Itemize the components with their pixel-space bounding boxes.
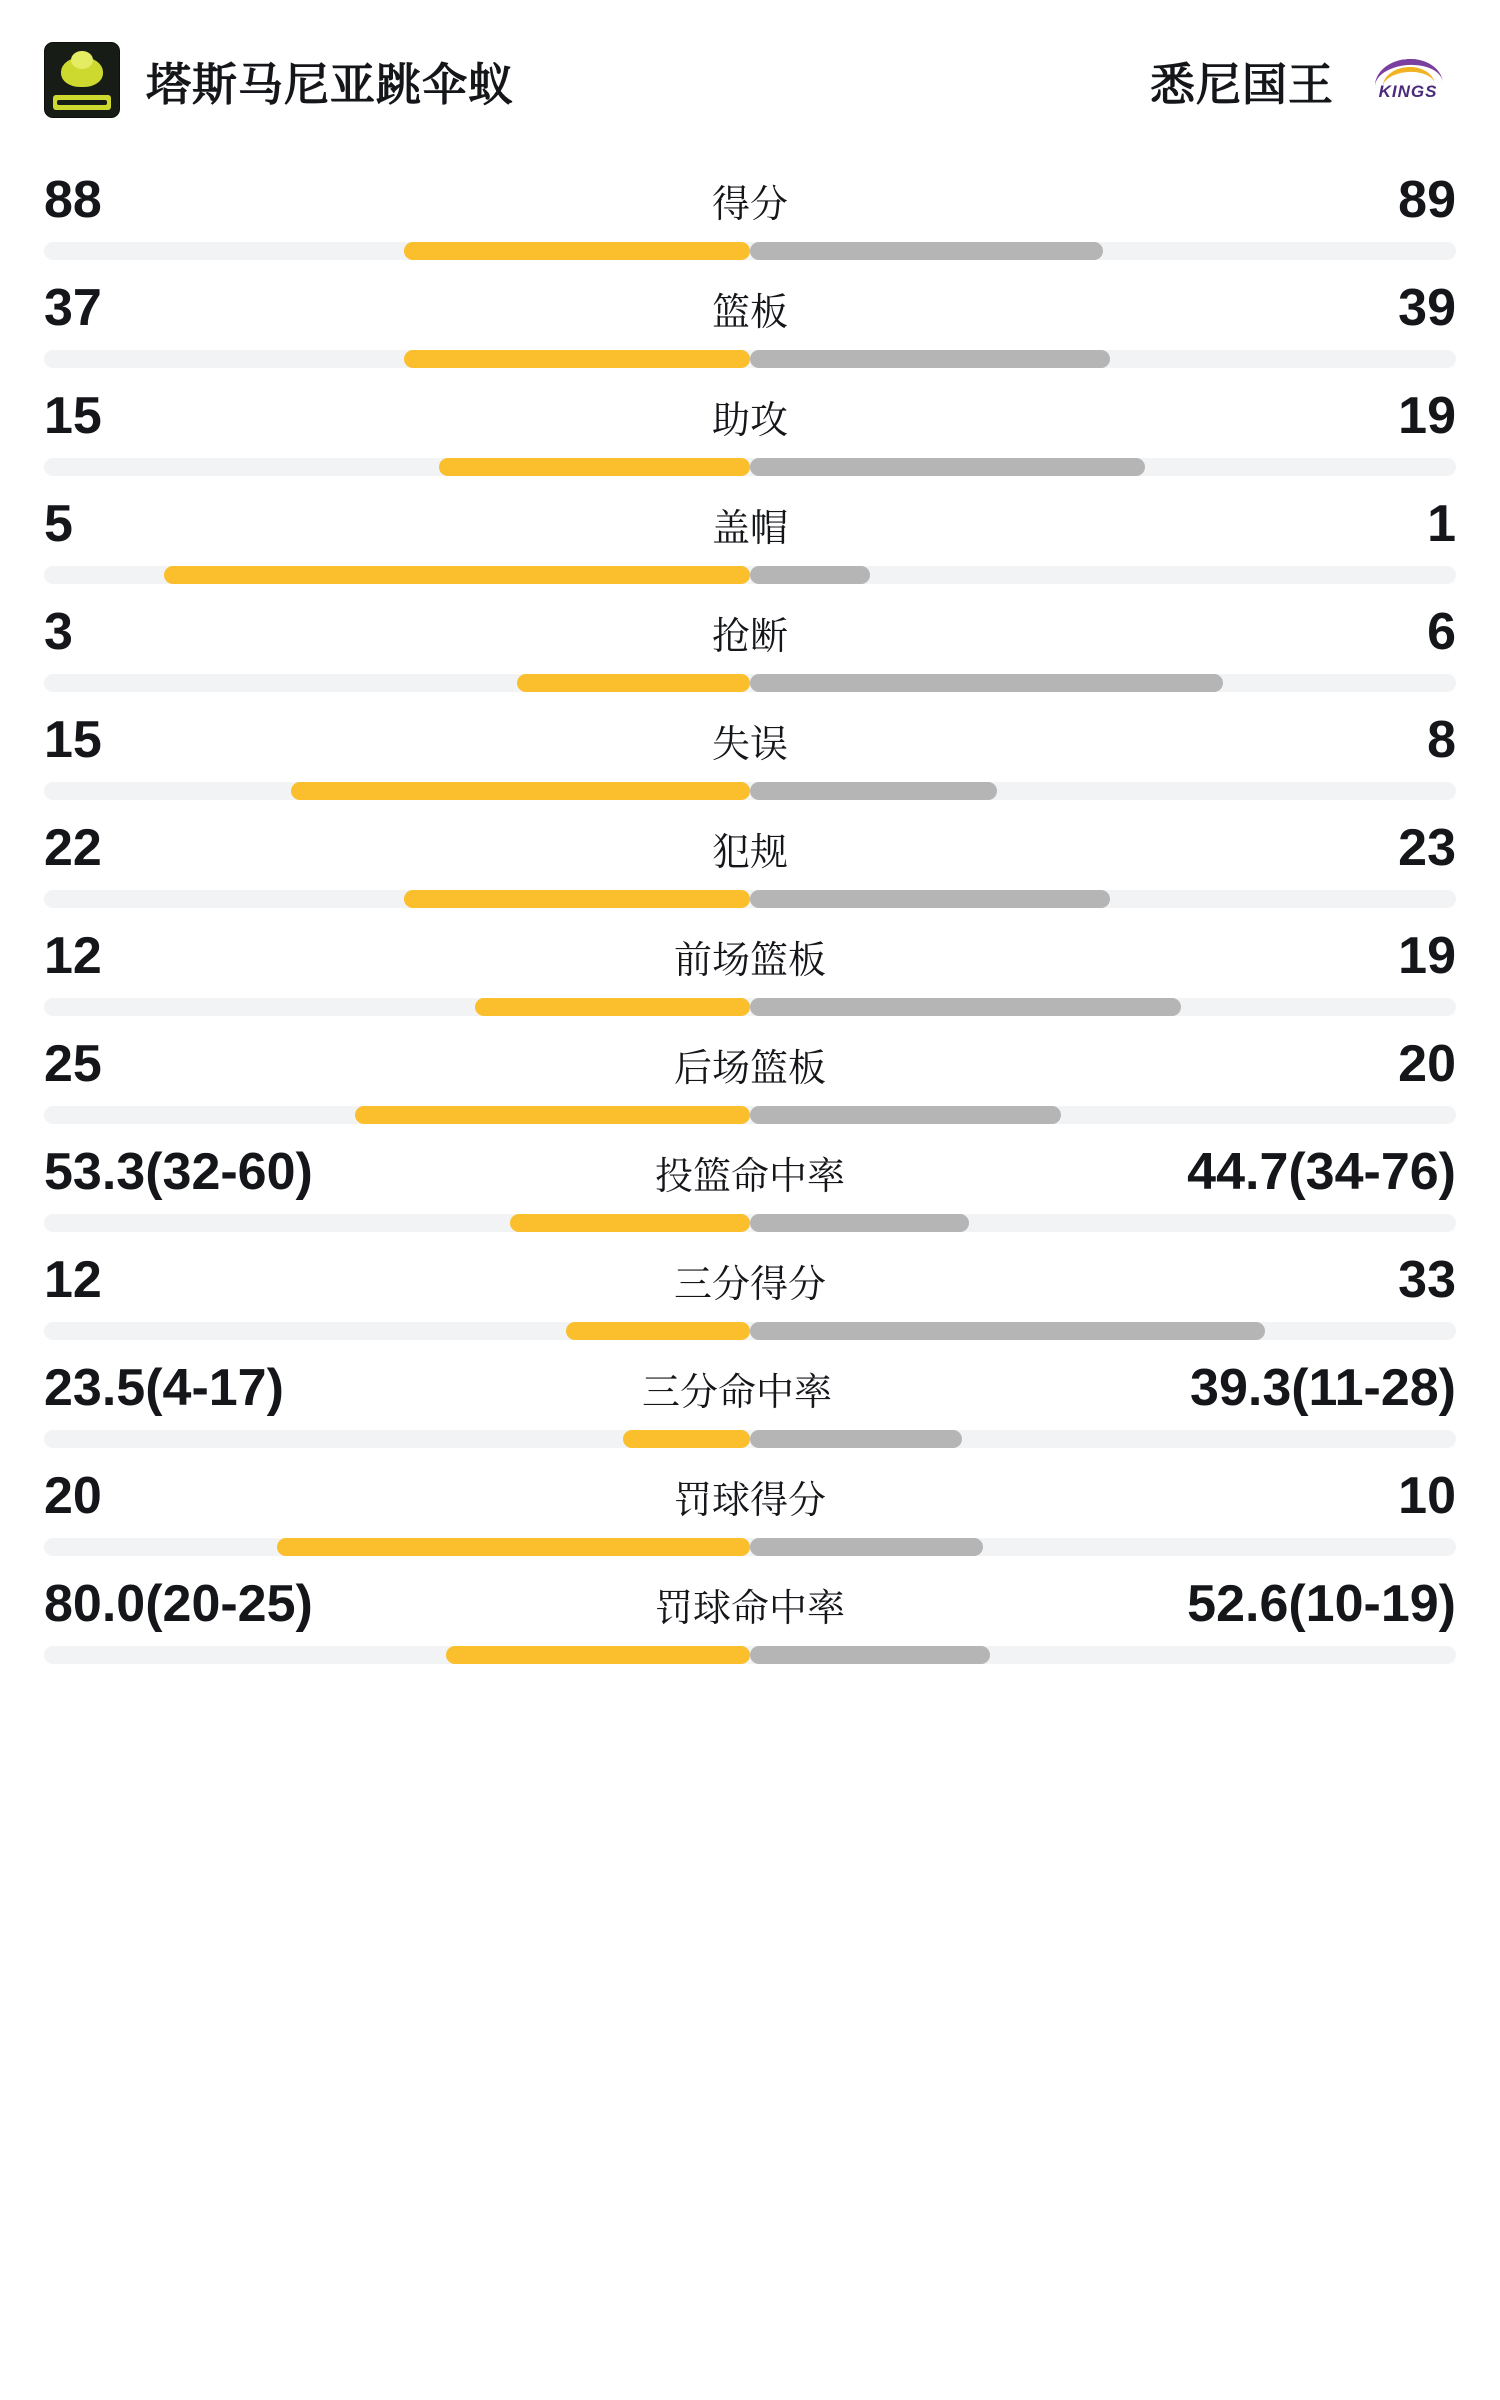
home-bar-fill (510, 1214, 750, 1232)
stat-bar-track (44, 998, 1456, 1016)
stat-bar-track (44, 242, 1456, 260)
stat-bar-track (44, 350, 1456, 368)
home-bar-fill (164, 566, 750, 584)
home-bar-half (44, 1646, 750, 1664)
away-bar-fill (750, 1646, 990, 1664)
stat-label: 犯规 (711, 832, 788, 874)
away-bar-fill (750, 782, 997, 800)
stat-label: 得分 (711, 184, 788, 226)
home-stat-value: 37 (44, 279, 102, 337)
home-bar-fill (623, 1430, 750, 1448)
stat-row-header (44, 710, 1456, 774)
away-bar-fill (750, 998, 1181, 1016)
away-stat-value: 44.7(34-76) (1187, 1143, 1456, 1201)
stat-row (44, 584, 1456, 692)
stat-label: 三分命中率 (641, 1372, 832, 1414)
stat-label: 盖帽 (711, 508, 788, 550)
home-team-name: 塔斯马尼亚跳伞蚁 (146, 58, 515, 110)
home-bar-half (44, 566, 750, 584)
home-bar-fill (517, 674, 750, 692)
away-bar-half (750, 1322, 1456, 1340)
home-bar-fill (404, 350, 750, 368)
home-bar-half (44, 1214, 750, 1232)
home-stat-value: 15 (44, 387, 102, 445)
home-bar-half (44, 782, 750, 800)
away-bar-fill (750, 1322, 1265, 1340)
away-stat-value: 19 (1398, 387, 1456, 445)
sydney-kings-crest-icon (1360, 49, 1456, 111)
away-bar-fill (750, 674, 1223, 692)
stat-row (44, 908, 1456, 1016)
away-stat-value: 8 (1427, 711, 1456, 769)
home-bar-half (44, 998, 750, 1016)
away-stat-value: 10 (1398, 1467, 1456, 1525)
away-bar-half (750, 998, 1456, 1016)
stat-row (44, 152, 1456, 260)
away-bar-half (750, 1106, 1456, 1124)
away-bar-half (750, 1214, 1456, 1232)
away-bar-half (750, 1430, 1456, 1448)
away-bar-half (750, 1646, 1456, 1664)
stat-row-header (44, 926, 1456, 990)
stat-row-header (44, 1034, 1456, 1098)
away-stat-value: 89 (1398, 171, 1456, 229)
stat-label: 抢断 (711, 616, 788, 658)
home-stat-value: 15 (44, 711, 102, 769)
stat-row (44, 800, 1456, 908)
stat-row-header (44, 1142, 1456, 1206)
stat-label: 罚球命中率 (654, 1588, 845, 1630)
stat-row (44, 1232, 1456, 1340)
stat-bar-track (44, 1430, 1456, 1448)
home-team (44, 42, 514, 118)
stat-row-header (44, 1358, 1456, 1422)
home-bar-fill (291, 782, 750, 800)
stat-row (44, 1340, 1456, 1448)
home-bar-half (44, 1106, 750, 1124)
away-stat-value: 19 (1398, 927, 1456, 985)
home-bar-fill (277, 1538, 750, 1556)
stat-label: 前场篮板 (673, 940, 826, 982)
home-bar-half (44, 350, 750, 368)
home-bar-fill (566, 1322, 750, 1340)
stat-row (44, 692, 1456, 800)
home-stat-value: 25 (44, 1035, 102, 1093)
away-bar-half (750, 458, 1456, 476)
home-stat-value: 88 (44, 171, 102, 229)
stat-row-header (44, 278, 1456, 342)
home-bar-fill (446, 1646, 750, 1664)
home-bar-half (44, 674, 750, 692)
away-crest-label: KINGS (1378, 82, 1438, 101)
home-stat-value: 80.0(20-25) (44, 1575, 313, 1633)
stat-row-header (44, 494, 1456, 558)
stat-bar-track (44, 1538, 1456, 1556)
stat-label: 三分得分 (673, 1264, 826, 1306)
stat-label: 失误 (711, 724, 788, 766)
match-header (44, 0, 1456, 152)
home-bar-half (44, 890, 750, 908)
stat-bar-track (44, 1646, 1456, 1664)
stat-row-header (44, 386, 1456, 450)
stat-row-header (44, 170, 1456, 234)
stat-label: 助攻 (711, 400, 788, 442)
away-bar-half (750, 350, 1456, 368)
home-stat-value: 53.3(32-60) (44, 1143, 313, 1201)
stat-row (44, 1124, 1456, 1232)
home-bar-half (44, 1322, 750, 1340)
away-bar-half (750, 674, 1456, 692)
home-stat-value: 12 (44, 927, 102, 985)
home-stat-value: 23.5(4-17) (44, 1359, 284, 1417)
stat-bar-track (44, 566, 1456, 584)
home-bar-fill (404, 890, 750, 908)
stat-label: 投篮命中率 (654, 1156, 845, 1198)
away-bar-fill (750, 1214, 969, 1232)
stat-row-header (44, 1250, 1456, 1314)
stat-row (44, 1016, 1456, 1124)
stat-bar-track (44, 458, 1456, 476)
away-bar-fill (750, 350, 1110, 368)
stat-label: 篮板 (711, 292, 788, 334)
away-stat-value: 6 (1427, 603, 1456, 661)
stat-label: 罚球得分 (673, 1480, 826, 1522)
home-stat-value: 20 (44, 1467, 102, 1525)
away-bar-fill (750, 1538, 983, 1556)
away-stat-value: 39 (1398, 279, 1456, 337)
stat-row-header (44, 1574, 1456, 1638)
stat-bar-track (44, 1214, 1456, 1232)
stat-row (44, 1556, 1456, 1664)
stat-row-header (44, 602, 1456, 666)
home-stat-value: 3 (44, 603, 73, 661)
home-bar-half (44, 1430, 750, 1448)
jackjumpers-crest-icon (44, 42, 120, 118)
stat-bar-track (44, 1322, 1456, 1340)
stat-row-header (44, 1466, 1456, 1530)
away-stat-value: 52.6(10-19) (1187, 1575, 1456, 1633)
away-bar-fill (750, 890, 1110, 908)
stat-row (44, 368, 1456, 476)
away-team-name: 悉尼国王 (1149, 58, 1334, 110)
stat-label: 后场篮板 (673, 1048, 826, 1090)
home-bar-fill (404, 242, 750, 260)
away-bar-half (750, 890, 1456, 908)
stat-bar-track (44, 890, 1456, 908)
home-stat-value: 12 (44, 1251, 102, 1309)
home-bar-half (44, 458, 750, 476)
home-bar-fill (475, 998, 750, 1016)
away-stat-value: 20 (1398, 1035, 1456, 1093)
stat-bar-track (44, 1106, 1456, 1124)
away-stat-value: 39.3(11-28) (1190, 1359, 1456, 1417)
home-stat-value: 5 (44, 495, 73, 553)
home-bar-fill (439, 458, 750, 476)
stat-row (44, 476, 1456, 584)
stat-bar-track (44, 782, 1456, 800)
away-bar-fill (750, 242, 1103, 260)
away-bar-half (750, 242, 1456, 260)
away-bar-fill (750, 458, 1145, 476)
stat-rows-container (44, 152, 1456, 1664)
stat-bar-track (44, 674, 1456, 692)
home-bar-half (44, 1538, 750, 1556)
stat-row-header (44, 818, 1456, 882)
stat-row (44, 260, 1456, 368)
home-stat-value: 22 (44, 819, 102, 877)
away-bar-fill (750, 1106, 1061, 1124)
away-team (1150, 48, 1456, 113)
away-bar-half (750, 1538, 1456, 1556)
away-bar-half (750, 782, 1456, 800)
away-bar-fill (750, 566, 870, 584)
stat-row (44, 1448, 1456, 1556)
away-stat-value: 33 (1398, 1251, 1456, 1309)
away-bar-fill (750, 1430, 962, 1448)
home-bar-fill (355, 1106, 750, 1124)
away-stat-value: 23 (1398, 819, 1456, 877)
away-stat-value: 1 (1427, 495, 1456, 553)
home-bar-half (44, 242, 750, 260)
away-bar-half (750, 566, 1456, 584)
